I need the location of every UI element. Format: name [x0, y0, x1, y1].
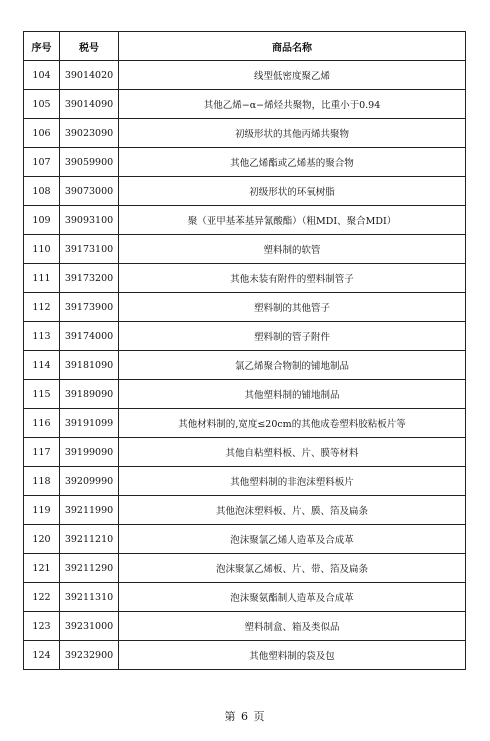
cell-name: 其他泡沫塑料板、片、膜、箔及扁条 — [119, 496, 466, 525]
cell-seq: 118 — [24, 467, 60, 496]
cell-code: 39199090 — [60, 438, 119, 467]
table-row — [24, 206, 466, 235]
table-row — [24, 496, 466, 525]
cell-seq: 106 — [24, 119, 60, 148]
cell-seq: 123 — [24, 612, 60, 641]
cell-name: 其他塑料制的非泡沫塑料板片 — [119, 467, 466, 496]
cell-name: 聚（亚甲基苯基异氰酸酯）（粗MDI、聚合MDI） — [119, 206, 466, 235]
cell-name: 塑料制的管子附件 — [119, 322, 466, 351]
cell-seq: 114 — [24, 351, 60, 380]
table-body — [24, 61, 466, 670]
cell-code: 39189090 — [60, 380, 119, 409]
cell-name: 泡沫聚氯乙烯人造革及合成革 — [119, 525, 466, 554]
page-number: 第 6 页 — [224, 710, 266, 723]
cell-code: 39191099 — [60, 409, 119, 438]
cell-seq: 117 — [24, 438, 60, 467]
cell-seq: 115 — [24, 380, 60, 409]
table-row — [24, 119, 466, 148]
cell-name: 其他乙烯酯或乙烯基的聚合物 — [119, 148, 466, 177]
table-row — [24, 90, 466, 119]
cell-code: 39014090 — [60, 90, 119, 119]
table-header-row — [24, 32, 466, 61]
cell-seq: 108 — [24, 177, 60, 206]
table-row — [24, 293, 466, 322]
cell-code: 39173900 — [60, 293, 119, 322]
cell-seq: 104 — [24, 61, 60, 90]
cell-seq: 111 — [24, 264, 60, 293]
cell-name: 初级形状的环氧树脂 — [119, 177, 466, 206]
cell-name: 塑料制的软管 — [119, 235, 466, 264]
cell-code: 39181090 — [60, 351, 119, 380]
cell-code: 39211310 — [60, 583, 119, 612]
table-row — [24, 148, 466, 177]
table-row — [24, 641, 466, 670]
cell-seq: 120 — [24, 525, 60, 554]
table-row — [24, 351, 466, 380]
header-code: 税号 — [60, 32, 119, 61]
table-row — [24, 583, 466, 612]
table-row — [24, 61, 466, 90]
cell-code: 39209990 — [60, 467, 119, 496]
cell-name: 其他材料制的,宽度≤20cm的其他成卷塑料胶粘板片等 — [119, 409, 466, 438]
cell-seq: 113 — [24, 322, 60, 351]
goods-table — [23, 31, 466, 670]
cell-code: 39211210 — [60, 525, 119, 554]
cell-code: 39073000 — [60, 177, 119, 206]
cell-code: 39211290 — [60, 554, 119, 583]
cell-name: 塑料制盒、箱及类似品 — [119, 612, 466, 641]
cell-seq: 121 — [24, 554, 60, 583]
table-row — [24, 409, 466, 438]
cell-seq: 112 — [24, 293, 60, 322]
table-row — [24, 322, 466, 351]
cell-name: 其他塑料制的铺地制品 — [119, 380, 466, 409]
table-row — [24, 612, 466, 641]
cell-code: 39014020 — [60, 61, 119, 90]
table-row — [24, 467, 466, 496]
table-row — [24, 235, 466, 264]
cell-name: 其他未装有附件的塑料制管子 — [119, 264, 466, 293]
cell-seq: 124 — [24, 641, 60, 670]
cell-code: 39231000 — [60, 612, 119, 641]
cell-name: 氯乙烯聚合物制的铺地制品 — [119, 351, 466, 380]
table-row — [24, 177, 466, 206]
cell-name: 塑料制的其他管子 — [119, 293, 466, 322]
cell-name: 泡沫聚氯乙烯板、片、带、箔及扁条 — [119, 554, 466, 583]
cell-code: 39174000 — [60, 322, 119, 351]
cell-code: 39232900 — [60, 641, 119, 670]
cell-code: 39173200 — [60, 264, 119, 293]
cell-name: 初级形状的其他丙烯共聚物 — [119, 119, 466, 148]
header-seq: 序号 — [24, 32, 60, 61]
table-row — [24, 380, 466, 409]
cell-code: 39023090 — [60, 119, 119, 148]
table-row — [24, 264, 466, 293]
cell-seq: 105 — [24, 90, 60, 119]
cell-seq: 116 — [24, 409, 60, 438]
cell-code: 39093100 — [60, 206, 119, 235]
cell-seq: 122 — [24, 583, 60, 612]
cell-code: 39211990 — [60, 496, 119, 525]
cell-name: 泡沫聚氨酯制人造革及合成革 — [119, 583, 466, 612]
table-row — [24, 525, 466, 554]
cell-name: 线型低密度聚乙烯 — [119, 61, 466, 90]
cell-name: 其他乙烯−α−烯烃共聚物，比重小于0.94 — [119, 90, 466, 119]
cell-seq: 109 — [24, 206, 60, 235]
cell-name: 其他塑料制的袋及包 — [119, 641, 466, 670]
table-row — [24, 554, 466, 583]
cell-name: 其他自粘塑料板、片、膜等材料 — [119, 438, 466, 467]
cell-code: 39173100 — [60, 235, 119, 264]
cell-seq: 107 — [24, 148, 60, 177]
header-name: 商品名称 — [119, 32, 466, 61]
cell-seq: 110 — [24, 235, 60, 264]
cell-code: 39059900 — [60, 148, 119, 177]
cell-seq: 119 — [24, 496, 60, 525]
table-row — [24, 438, 466, 467]
